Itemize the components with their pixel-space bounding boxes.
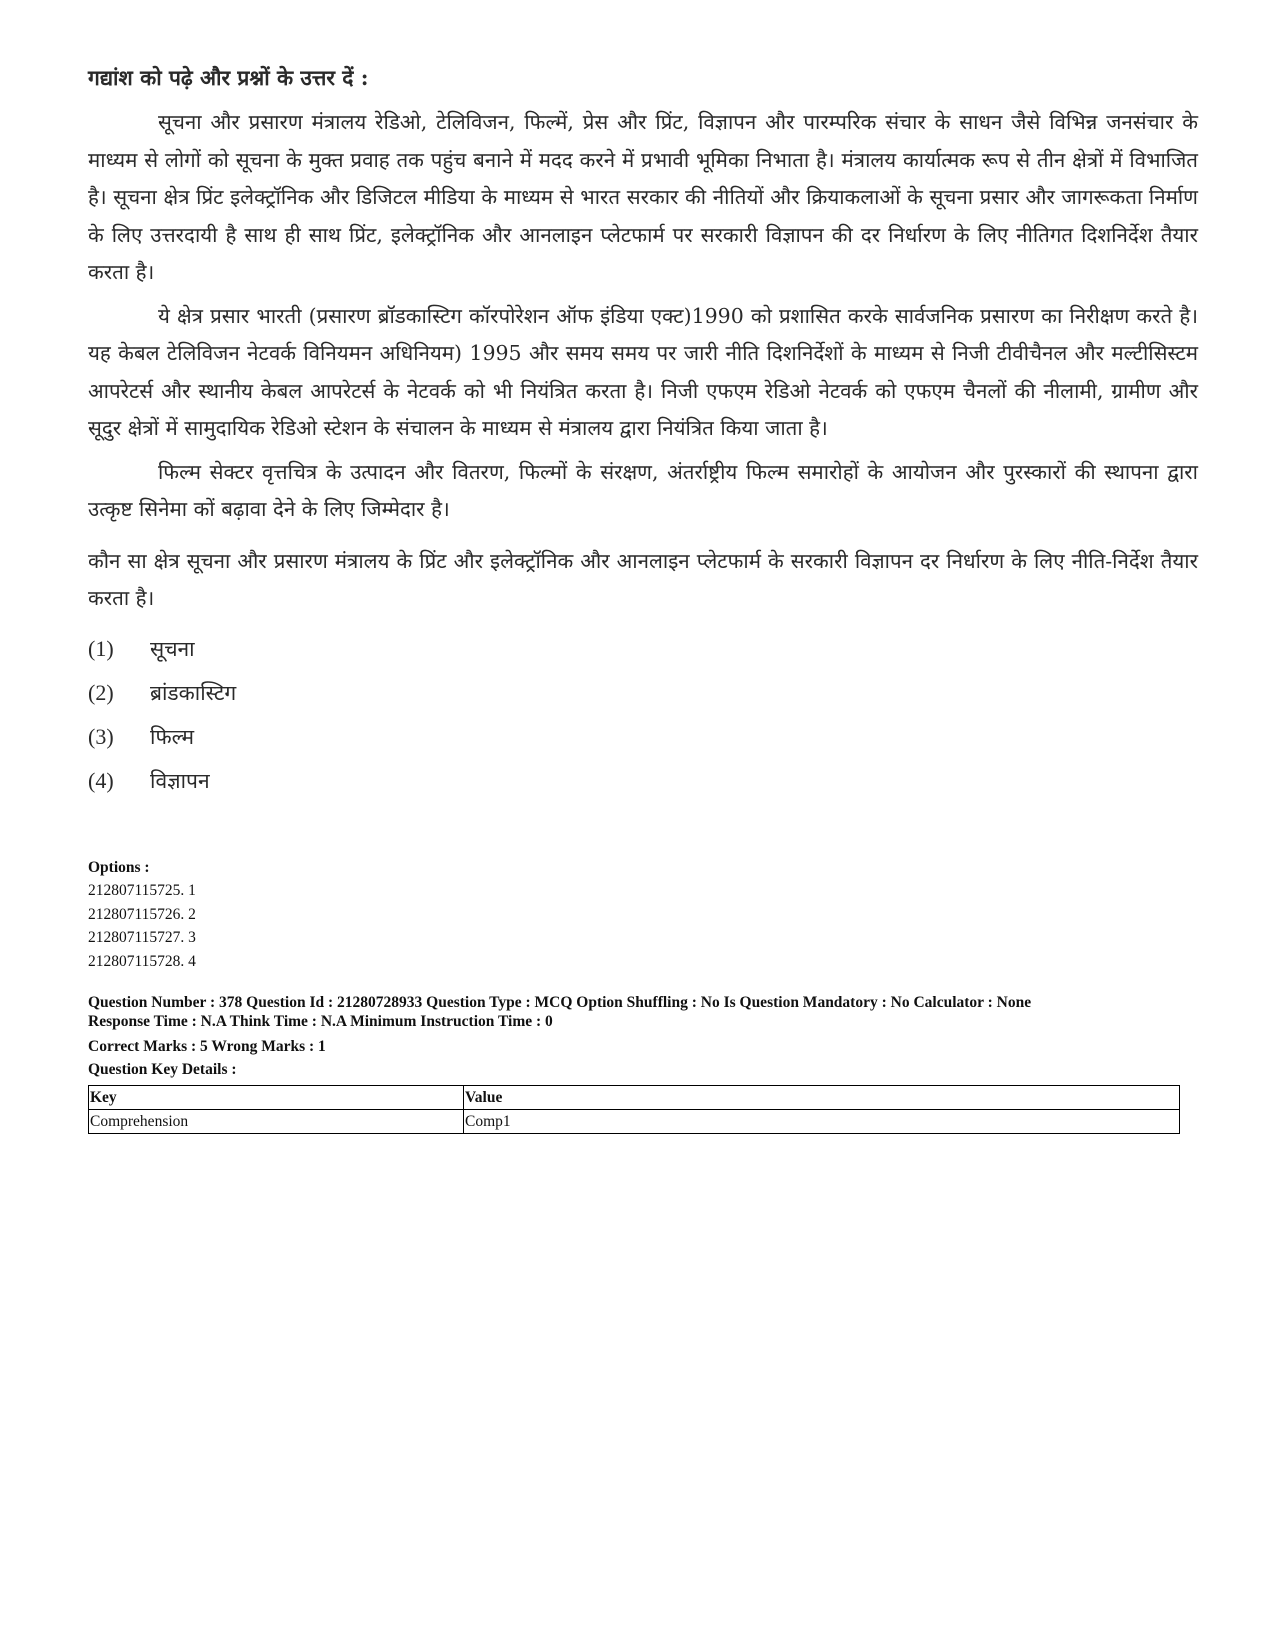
passage-paragraph: ये क्षेत्र प्रसार भारती (प्रसारण ब्रॉडकास्टिग कॉरपोरेशन ऑफ इंडिया एक्ट)1990 को प्रशासित करके सार्वजनिक प्रसारण का निरीक्षण करते है। यह केबल टेलिविजन नेटवर्क विनियमन अधिनियम) 1995 और समय समय पर जारी नीति दिशनिर्देशों के माध्यम से निजी टीवीचैनल और मल्टीसिस्टम आपरेटर्स और स्थानीय केबल आपरेटर्स के नेटवर्क को भी नियंत्रित करता है। निजी एफएम रेडिओ नेटवर्क को एफएम चैनलों की नीलामी, ग्रामीण और सूदुर क्षेत्रों में सामुदायिक रेडिओ स्टेशन के संचालन के माध्यम से मंत्रालय द्वारा नियंत्रित किया जाता है। — [88, 303, 1198, 440]
question-info-line: Response Time : N.A Think Time : N.A Minimum Instruction Time : 0 — [88, 1013, 553, 1030]
passage-paragraph: फिल्म सेक्टर वृत्तचित्र के उत्पादन और वितरण, फिल्मों के संरक्षण, अंतर्राष्ट्रीय फिल्म समारोहों के आयोजन और पुरस्कारों की स्थापना द्वारा उत्कृष्ट सिनेमा कों बढ़ावा देने के लिए जिम्मेदार है। — [88, 459, 1198, 521]
question-text: कौन सा क्षेत्र सूचना और प्रसारण मंत्रालय के प्रिंट और इलेक्ट्रॉनिक और आनलाइन प्लेटफार्म के सरकारी विज्ञापन दर निर्धारण के लिए नीति-निर्देश तैयार करता है। — [88, 548, 1198, 610]
table-header-cell: Key — [89, 1086, 464, 1110]
choice-item — [88, 759, 1198, 803]
choice-item — [88, 627, 1198, 671]
key-details-table — [88, 1085, 1180, 1134]
option-id-item: 212807115727. 3 — [88, 929, 196, 946]
table-header-cell: Value — [464, 1086, 1180, 1110]
choice-item — [88, 715, 1198, 759]
option-id-item: 212807115726. 2 — [88, 905, 196, 923]
option-id-list — [88, 879, 1198, 973]
choice-text: विज्ञापन — [150, 768, 210, 793]
question-metadata — [88, 856, 1198, 1134]
table-cell: Comp1 — [464, 1110, 1180, 1134]
choice-number: (2) — [88, 679, 114, 705]
table-row — [89, 1110, 1180, 1134]
table-cell: Comprehension — [89, 1110, 464, 1134]
key-details-label: Question Key Details : — [88, 1061, 237, 1078]
choice-number: (4) — [88, 767, 114, 793]
choice-number: (1) — [88, 635, 114, 661]
choice-text: ब्रांडकास्टिग — [150, 680, 237, 705]
choice-item — [88, 671, 1198, 715]
question-info — [88, 993, 1198, 1031]
options-label: Options : — [88, 859, 150, 876]
choice-text: सूचना — [150, 636, 195, 661]
table-header-row — [89, 1086, 1180, 1110]
option-id-item: 212807115728. 4 — [88, 952, 196, 970]
choice-text: फिल्म — [150, 724, 195, 749]
question-info-line: Question Number : 378 Question Id : 21280728933 Question Type : MCQ Option Shuffling : No Is Question Mandatory : No Calculator : None — [88, 994, 1032, 1011]
choice-list — [88, 627, 1198, 803]
passage-heading: गद्यांश को पढ़े और प्रश्नों के उत्तर दें : — [88, 65, 369, 90]
choice-number: (3) — [88, 723, 114, 749]
option-id-item: 212807115725. 1 — [88, 882, 196, 899]
marks-info: Correct Marks : 5 Wrong Marks : 1 — [88, 1038, 326, 1055]
scanned-question-image — [88, 64, 1198, 803]
passage-paragraph: सूचना और प्रसारण मंत्रालय रेडिओ, टेलिविजन, फिल्में, प्रेस और प्रिंट, विज्ञापन और पारम्परिक संचार के साधन जैसे विभिन्न जनसंचार के माध्यम से लोगों को सूचना के मुक्त प्रवाह तक पहुंच बनाने में मदद करने में प्रभावी भूमिका निभाता है। मंत्रालय कार्यात्मक रूप से तीन क्षेत्रों में विभाजित है। सूचना क्षेत्र प्रिंट इलेक्ट्रॉनिक और डिजिटल मीडिया के माध्यम से भारत सरकार की नीतियों और क्रियाकलाओं के सूचना प्रसार और जागरूकता निर्माण के लिए उत्तरदायी है साथ ही साथ प्रिंट, इलेक्ट्रॉनिक और आनलाइन प्लेटफार्म पर सरकारी विज्ञापन की दर निर्धारण के लिए नीतिगत दिशनिर्देश तैयार करता है। — [88, 110, 1198, 284]
